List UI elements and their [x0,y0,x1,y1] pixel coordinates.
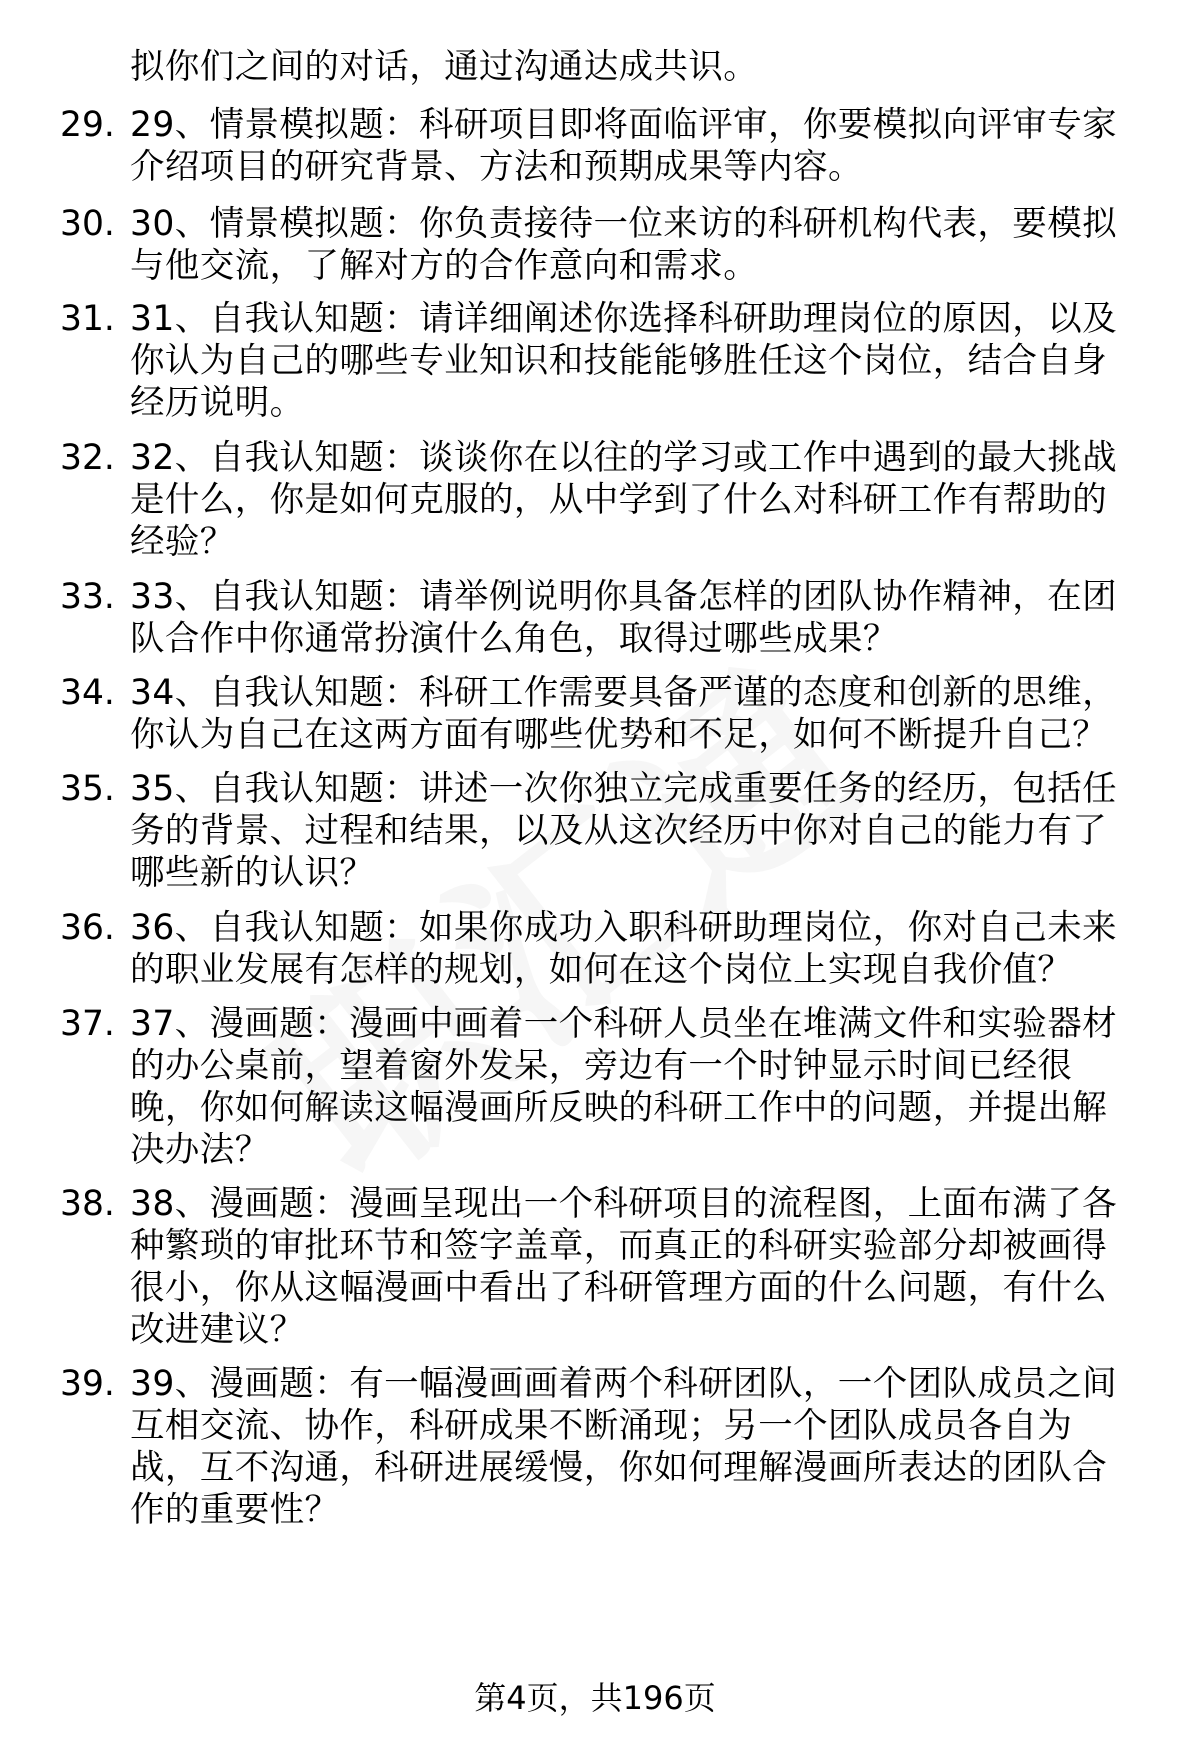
item-line: 的职业发展有怎样的规划，如何在这个岗位上实现自我价值？ [130,950,1073,990]
item-line: 种繁琐的审批环节和签字盖章，而真正的科研实验部分却被画得 [130,1226,1108,1266]
item-number: 34. [60,673,115,713]
item-number: 31. [60,299,115,339]
item-number: 38. [60,1184,115,1224]
item-line: 与他交流，了解对方的合作意向和需求。 [130,246,759,286]
item-line: 哪些新的认识？ [130,853,375,893]
item-line: 互相交流、协作，科研成果不断涌现；另一个团队成员各自为 [130,1406,1073,1446]
item-line: 34、自我认知题：科研工作需要具备严谨的态度和创新的思维， [130,673,1117,713]
item-line: 你认为自己在这两方面有哪些优势和不足，如何不断提升自己？ [130,715,1108,755]
page-footer: 第4页，共196页 [474,1679,716,1717]
item-line: 队合作中你通常扮演什么角色，取得过哪些成果？ [130,619,898,659]
item-line: 39、漫画题：有一幅漫画画着两个科研团队，一个团队成员之间 [130,1364,1117,1404]
item-line: 战，互不沟通，科研进展缓慢，你如何理解漫画所表达的团队合 [130,1448,1108,1488]
item-number: 32. [60,438,115,478]
item-line: 经历说明。 [130,383,305,423]
item-number: 33. [60,577,115,617]
item-line: 是什么，你是如何克服的，从中学到了什么对科研工作有帮助的 [130,480,1108,520]
item-line: 很小，你从这幅漫画中看出了科研管理方面的什么问题，有什么 [130,1268,1108,1308]
item-number: 29. [60,105,115,145]
item-number: 36. [60,908,115,948]
item-line: 决办法？ [130,1130,270,1170]
item-number: 35. [60,769,115,809]
item-line: 35、自我认知题：讲述一次你独立完成重要任务的经历，包括任 [130,769,1117,809]
item-line: 32、自我认知题：谈谈你在以往的学习或工作中遇到的最大挑战 [130,438,1117,478]
item-line: 晚，你如何解读这幅漫画所反映的科研工作中的问题，并提出解 [130,1088,1108,1128]
item-line: 30、情景模拟题：你负责接待一位来访的科研机构代表，要模拟 [130,204,1117,244]
item-number: 37. [60,1004,115,1044]
item-number: 39. [60,1364,115,1404]
item-line: 33、自我认知题：请举例说明你具备怎样的团队协作精神，在团 [130,577,1117,617]
item-line: 的办公桌前，望着窗外发呆，旁边有一个时钟显示时间已经很 [130,1046,1073,1086]
item-line: 29、情景模拟题：科研项目即将面临评审，你要模拟向评审专家 [130,105,1117,145]
item-line: 38、漫画题：漫画呈现出一个科研项目的流程图，上面布满了各 [130,1184,1117,1224]
item-line: 务的背景、过程和结果，以及从这次经历中你对自己的能力有了 [130,811,1108,851]
item-line: 你认为自己的哪些专业知识和技能能够胜任这个岗位，结合自身 [130,341,1108,381]
item-line: 作的重要性？ [130,1490,340,1530]
item-line: 31、自我认知题：请详细阐述你选择科研助理岗位的原因，以及 [130,299,1117,339]
item-line: 37、漫画题：漫画中画着一个科研人员坐在堆满文件和实验器材 [130,1004,1117,1044]
item-line: 介绍项目的研究背景、方法和预期成果等内容。 [130,147,863,187]
item-number: 30. [60,204,115,244]
item-line: 36、自我认知题：如果你成功入职科研助理岗位，你对自己未来 [130,908,1117,948]
item-line: 改进建议？ [130,1310,305,1350]
item-line: 经验？ [130,522,235,562]
continuation-line: 拟你们之间的对话，通过沟通达成共识。 [130,47,759,87]
